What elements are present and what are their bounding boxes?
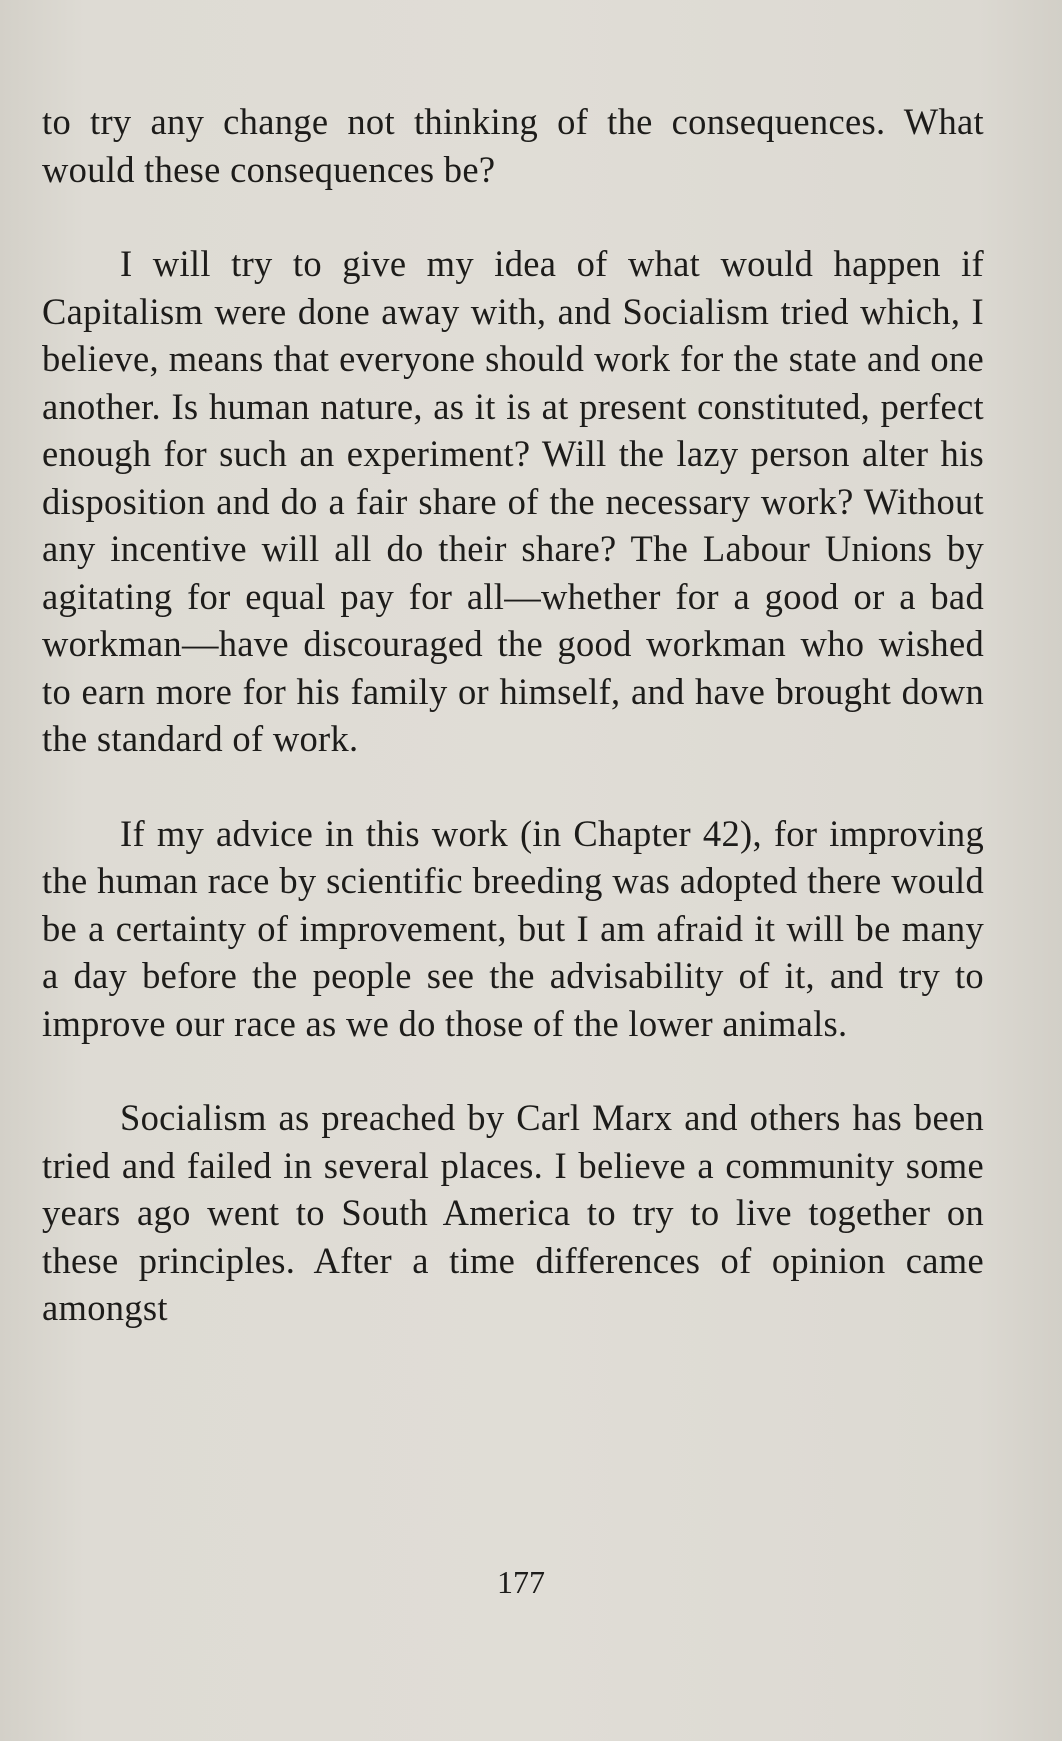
paragraph-continuation: to try any change not thinking of the consequences. What would these consequences be? (42, 101, 984, 190)
page-number: 177 (497, 1564, 545, 1600)
paragraph-carl-marx: Socialism as preached by Carl Marx and others has been tried and failed in several places. I believe a community some years ago went to South America to try to live together on these principles. After a time differences of opinion came amongst (42, 1097, 984, 1328)
body-text (42, 98, 984, 1332)
paragraph-capitalism-socialism: I will try to give my idea of what would happen if Capitalism were done away with, and Socialism tried which, I believe, means that everyone should work for the state and one another. Is human nature, as it is at present constituted, perfect enough for such an experiment? Will the lazy person alter his disposition and do a fair share of the necessary work? Without any incentive will all do their share? The Labour Unions by agitating for equal pay for all—whether for a good or a bad workman—have discouraged the good workman who wished to earn more for his family or himself, and have brought down the standard of work. (42, 243, 984, 759)
paragraph-scientific-breeding: If my advice in this work (in Chapter 42), for improving the human race by scientific breeding was adopted there would be a certainty of improvement, but I am afraid it will be many a day before the people see the advisability of it, and try to improve our race as we do those of the lower animals. (42, 812, 984, 1044)
